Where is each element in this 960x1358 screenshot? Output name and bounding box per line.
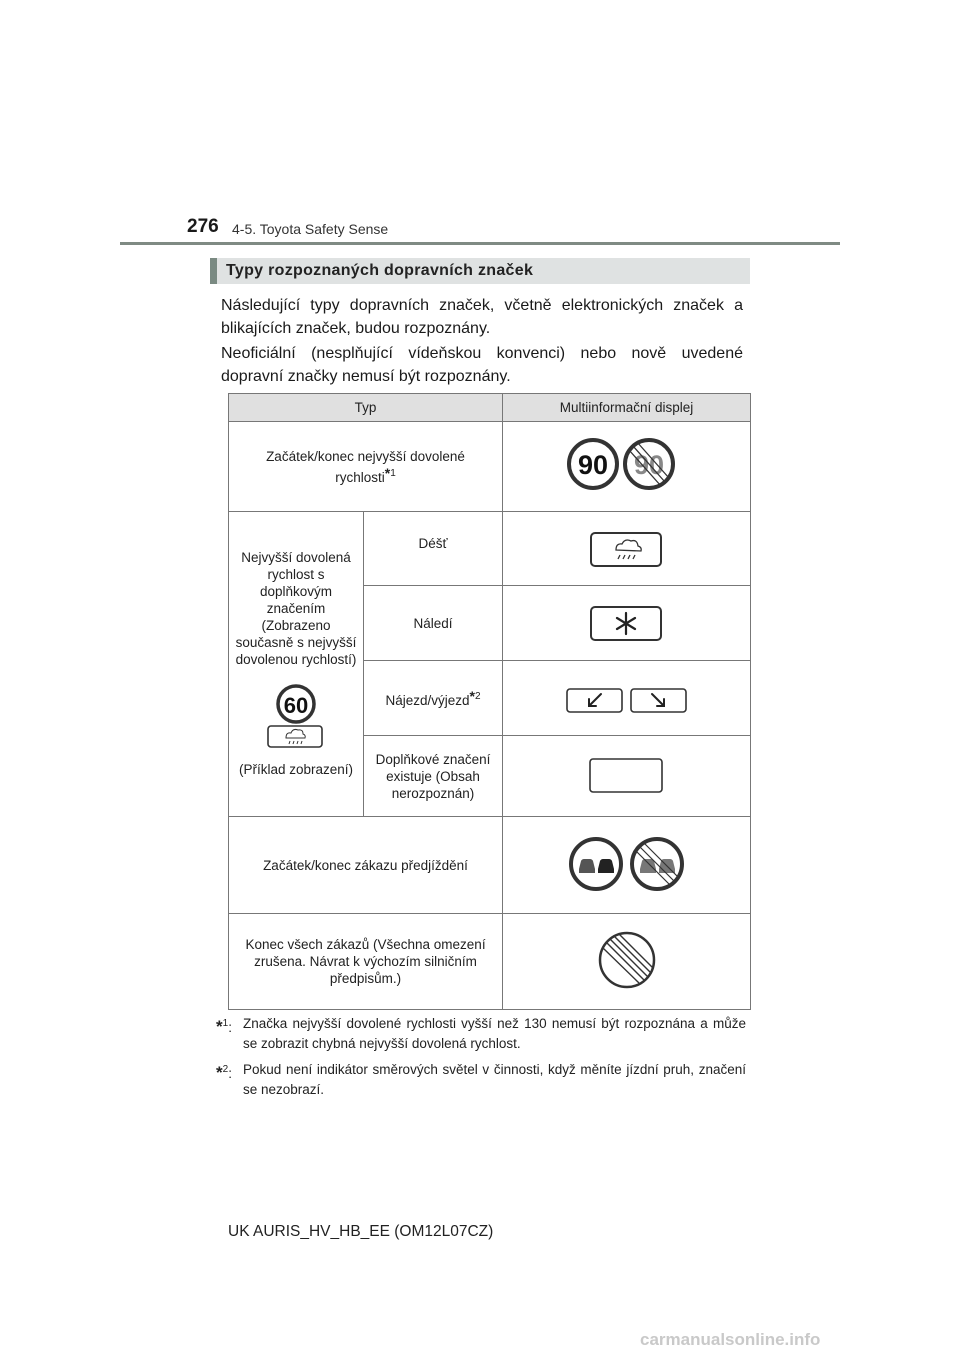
document-code: UK AURIS_HV_HB_EE (OM12L07CZ) — [228, 1223, 494, 1240]
other-label: Doplňkové značení existuje (Obsah nerozpoznán) — [375, 751, 491, 801]
rain-display-cell — [503, 512, 751, 586]
exit-display-cell — [503, 661, 751, 736]
ice-display-cell — [503, 586, 751, 661]
sign-types-table — [228, 393, 751, 1010]
rain-label: Déšť — [418, 536, 448, 551]
section-title: 4-5. Toyota Safety Sense — [232, 221, 389, 237]
footnote-2-text: Pokud není indikátor směrových světel v činnosti, když měníte jízdní pruh, značení se nezobrazí. — [243, 1062, 746, 1097]
col-header-display: Multiinformační displej — [503, 394, 751, 422]
no-overtaking-label: Začátek/konec zákazu předjíždění — [263, 857, 468, 873]
col-header-type: Typ — [229, 394, 503, 422]
rain-type-cell — [364, 512, 503, 586]
no-overtaking-type-cell — [229, 817, 503, 914]
footnote-2 — [216, 1060, 746, 1100]
footnote-ref: 2 — [474, 690, 481, 702]
speed-limit-label: Začátek/konec nejvyšší dovolené rychlosti — [266, 448, 465, 485]
end-all-display-cell — [503, 914, 751, 1010]
table-row — [229, 422, 751, 512]
table-header-row — [229, 394, 751, 422]
footnote-asterisk: * — [469, 687, 475, 704]
no-overtaking-start-sign — [571, 839, 621, 889]
warning-paragraph: Neoficiální (nesplňující vídeňskou konvenci) nebo nově uvedené dopravní značky nemusí být rozpoznány. — [221, 345, 743, 385]
lane-arrows-icons — [503, 662, 751, 732]
supplementary-group-label: Nejvyšší dovolená rychlost s doplňkovým značením (Zobrazeno současně s nejvyšší dovolenou rychlostí) — [235, 550, 357, 667]
header-divider — [120, 242, 840, 245]
exit-label: Nájezd/výjezd — [385, 692, 470, 708]
intro-paragraph: Následující typy dopravních značek, včetně elektronických značek a blikajících značek, budou rozpoznány. — [221, 297, 743, 337]
no-overtaking-end-sign — [632, 839, 682, 889]
other-display-cell — [503, 736, 751, 817]
speed-limit-end-sign — [625, 440, 673, 488]
ice-label: Náledí — [413, 615, 453, 631]
speed-limit-display-cell — [503, 422, 751, 512]
section-heading — [210, 258, 750, 284]
footnote-1-text: Značka nejvyšší dovolené rychlosti vyšší než 130 nemusí být rozpoznána a může se zobrazit chybná nejvyšší dovolená rychlost. — [243, 1016, 746, 1051]
speed-limit-end-value: 90 — [633, 450, 665, 480]
example-display-icon — [256, 682, 336, 752]
blank-panel-icon — [503, 740, 751, 810]
watermark: carmanualsonline.info — [640, 1330, 821, 1349]
page-number: 276 — [187, 216, 219, 237]
snowflake-icon — [503, 587, 751, 657]
footnote-ref: 1 — [390, 467, 396, 479]
speed-limit-icons — [503, 422, 751, 508]
footnote-1 — [216, 1014, 746, 1054]
footnote-marker: *$^1$: — [216, 1017, 232, 1036]
exit-type-cell — [364, 661, 503, 736]
table-row — [229, 817, 751, 914]
no-overtaking-icons — [503, 818, 751, 910]
no-overtaking-display-cell — [503, 817, 751, 914]
speed-limit-start-value: 90 — [577, 450, 609, 480]
heading-accent-bar — [210, 258, 217, 284]
footnote-marker: *$^2$: — [216, 1063, 232, 1082]
end-all-label: Konec všech zákazů (Všechna omezení zrušena. Návrat k výchozím silničním předpisům.) — [245, 937, 486, 986]
example-speed-value: 60 — [283, 693, 309, 718]
end-all-restrictions-sign — [503, 914, 751, 1006]
speed-limit-type-cell — [229, 422, 503, 512]
end-all-type-cell — [229, 914, 503, 1010]
footnote-asterisk: * — [384, 464, 391, 481]
example-caption: (Příklad zobrazení) — [238, 762, 354, 777]
rain-icon — [503, 512, 751, 582]
section-heading-text: Typy rozpoznaných dopravních značek — [226, 262, 534, 279]
speed-limit-start-sign — [569, 440, 617, 488]
table-row — [229, 512, 751, 586]
ice-type-cell — [364, 586, 503, 661]
other-type-cell — [364, 736, 503, 817]
supplementary-group-cell — [229, 512, 364, 817]
table-row — [229, 914, 751, 1010]
